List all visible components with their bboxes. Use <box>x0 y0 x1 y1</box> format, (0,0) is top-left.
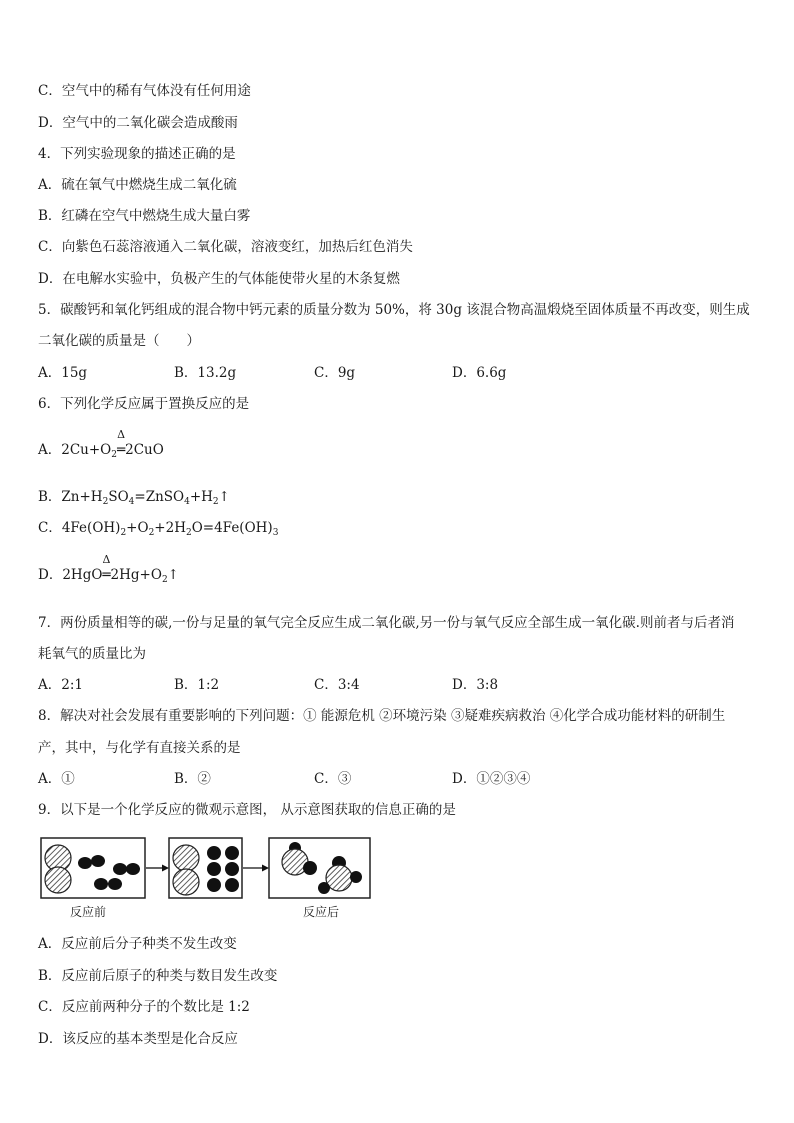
q9-option-b: B．反应前后原子的种类与数目发生改变 <box>38 968 278 984</box>
black-atom <box>303 861 317 875</box>
hatched-atom <box>173 845 199 871</box>
q4-option-c: C．向紫色石蕊溶液通入二氧化碳，溶液变红，加热后红色消失 <box>38 239 413 255</box>
question-7-stem-line1: 7．两份质量相等的碳,一份与足量的氧气完全反应生成二氧化碳,另一份与氧气反应全部生成一氧化碳.则前者与后者消 <box>38 615 735 631</box>
q6-option-c: C．$4Fe(OH)_2+O_2+2H_2O=4Fe(OH)_3$ <box>38 520 279 538</box>
black-atom <box>207 878 221 892</box>
question-6-stem: 6．下列化学反应属于置换反应的是 <box>38 396 250 412</box>
q6-option-a: A．$2Cu+O_2$ Δ ═2CuO <box>38 428 164 460</box>
hatched-atom <box>45 867 71 893</box>
black-atom <box>207 862 221 876</box>
q5-option-b: B．13.2g <box>174 365 237 381</box>
black-atom <box>78 857 92 869</box>
q9-option-c: C．反应前两种分子的个数比是 1:2 <box>38 999 250 1015</box>
q4-option-d: D．在电解水实验中，负极产生的气体能使带火星的木条复燃 <box>38 271 400 287</box>
arrow-head <box>162 865 169 872</box>
black-atom <box>225 846 239 860</box>
q5-option-a: A．15g <box>38 365 88 381</box>
q8-option-c: C．③ <box>314 771 352 787</box>
black-atom <box>225 862 239 876</box>
heat-condition: Δ ═ <box>102 553 111 583</box>
q9-option-a: A．反应前后分子种类不发生改变 <box>38 936 237 952</box>
reaction-diagram <box>40 836 372 924</box>
q8-option-d: D．①②③④ <box>452 771 531 787</box>
black-atom <box>350 871 362 883</box>
black-atom <box>318 882 330 894</box>
after-label: 反应后 <box>303 905 340 919</box>
q8-option-a: A．① <box>38 771 75 787</box>
question-7-stem-line2: 耗氧气的质量比为 <box>38 646 146 662</box>
black-atom <box>207 846 221 860</box>
option-d-prev: D．空气中的二氧化碳会造成酸雨 <box>38 115 238 131</box>
black-atom <box>94 878 108 890</box>
black-atom <box>126 863 140 875</box>
question-8-stem-line1: 8．解决对社会发展有重要影响的下列问题：① 能源危机 ②环境污染 ③疑难疾病救治 ④化学合成功能材料的研制生 <box>38 708 726 724</box>
arrow-head <box>262 865 269 872</box>
q4-option-b: B．红磷在空气中燃烧生成大量白雾 <box>38 208 251 224</box>
q4-option-a: A．硫在氧气中燃烧生成二氧化硫 <box>38 177 237 193</box>
option-c-prev: C．空气中的稀有气体没有任何用途 <box>38 83 251 99</box>
question-4-stem: 4．下列实验现象的描述正确的是 <box>38 146 236 162</box>
q5-option-c: C．9g <box>314 365 356 381</box>
q9-option-d: D．该反应的基本类型是化合反应 <box>38 1031 238 1047</box>
question-5-stem-line2: 二氧化碳的质量是（ ） <box>38 333 200 349</box>
q7-option-a: A．2:1 <box>38 677 83 693</box>
hatched-atom <box>173 869 199 895</box>
q6-option-b: B．$Zn+H_2SO_4=ZnSO_4+H_2↑$ <box>38 489 230 507</box>
heat-condition: Δ ═ <box>116 428 126 458</box>
question-9-stem: 9．以下是一个化学反应的微观示意图， 从示意图获取的信息正确的是 <box>38 802 456 818</box>
question-8-stem-line2: 产，其中，与化学有直接关系的是 <box>38 740 241 756</box>
q7-option-d: D．3:8 <box>452 677 499 693</box>
before-label: 反应前 <box>70 905 107 919</box>
q7-option-b: B．1:2 <box>174 677 220 693</box>
q8-option-b: B．② <box>174 771 211 787</box>
black-atom <box>108 878 122 890</box>
black-atom <box>91 855 105 867</box>
question-5-stem-line1: 5．碳酸钙和氧化钙组成的混合物中钙元素的质量分数为 50%，将 30g 该混合物高温煅烧至固体质量不再改变，则生成 <box>38 302 750 318</box>
black-atom <box>225 878 239 892</box>
q5-option-d: D．6.6g <box>452 365 507 381</box>
q6-option-d: D．2HgO Δ $═2Hg+O_2↑$ <box>38 553 179 585</box>
black-atom <box>113 863 127 875</box>
q7-option-c: C．3:4 <box>314 677 360 693</box>
